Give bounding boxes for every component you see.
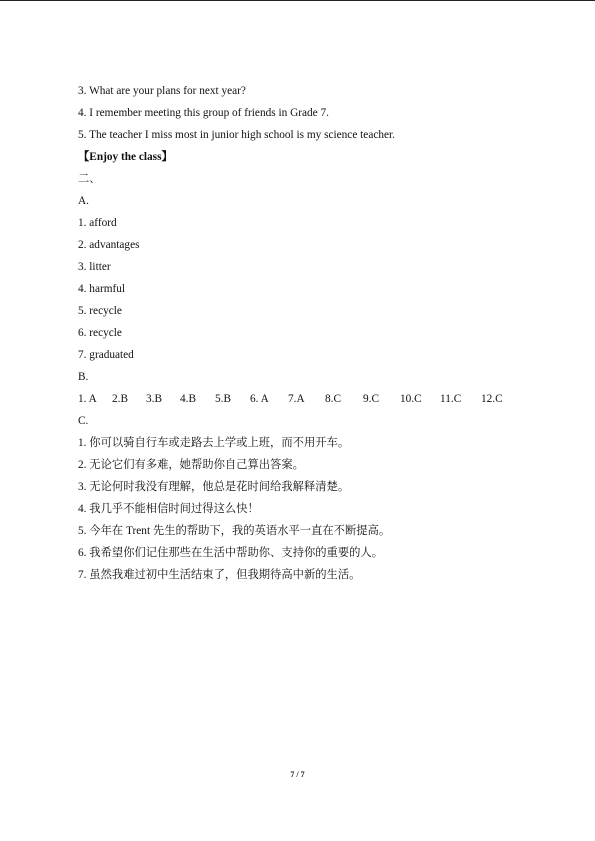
part-a-item: 5. recycle [78, 305, 122, 317]
part-b-answer: 11.C [440, 393, 462, 405]
part-a-item: 3. litter [78, 261, 111, 273]
part-b-answer: 5.B [215, 393, 232, 405]
page-number: 7 / 7 [290, 770, 305, 779]
part-b-answer: 3.B [146, 393, 163, 405]
part-a-item: 6. recycle [78, 327, 122, 339]
part-c-item: 2. 无论它们有多难，她帮助你自己算出答案。 [78, 459, 304, 471]
part-b-answer: 2.B [112, 393, 129, 405]
part-a-item: 2. advantages [78, 239, 140, 251]
part-b-answer: 8.C [325, 393, 342, 405]
part-a-label: A. [78, 195, 89, 207]
part-b-answer: 9.C [363, 393, 380, 405]
part-a-item: 4. harmful [78, 283, 126, 295]
part-c-label: C. [78, 415, 89, 427]
part-c-item: 3. 无论何时我没有理解，他总是花时间给我解释清楚。 [78, 481, 350, 493]
part-b-answer: 7.A [288, 393, 305, 405]
part-c-item: 6. 我希望你们记住那些在生活中帮助你、支持你的重要的人。 [78, 547, 384, 559]
part-c-item: 7. 虽然我难过初中生活结束了，但我期待高中新的生活。 [78, 569, 361, 581]
intro-line: 5. The teacher I miss most in junior high school is my science teacher. [78, 129, 395, 141]
part-a-item: 7. graduated [78, 349, 134, 361]
header-rule [0, 0, 595, 1]
part-label: 二、 [78, 173, 101, 185]
part-b-answer: 4.B [180, 393, 197, 405]
part-a-item: 1. afford [78, 217, 117, 229]
part-b-answer: 10.C [400, 393, 422, 405]
part-b-answers [78, 388, 538, 410]
part-b-answer: 1. A [78, 393, 97, 405]
document-body [78, 80, 538, 586]
intro-line: 4. I remember meeting this group of friends in Grade 7. [78, 107, 329, 119]
part-c-item: 4. 我几乎不能相信时间过得这么快！ [78, 503, 259, 515]
intro-line: 3. What are your plans for next year? [78, 85, 246, 97]
part-b-answer: 12.C [481, 393, 503, 405]
part-b-label: B. [78, 371, 89, 383]
part-b-answer: 6. A [250, 393, 269, 405]
part-c-item: 1. 你可以骑自行车或走路去上学或上班，而不用开车。 [78, 437, 350, 449]
part-c-item: 5. 今年在 Trent 先生的帮助下，我的英语水平一直在不断提高。 [78, 525, 391, 537]
section-title: 【Enjoy the class】 [78, 151, 173, 163]
